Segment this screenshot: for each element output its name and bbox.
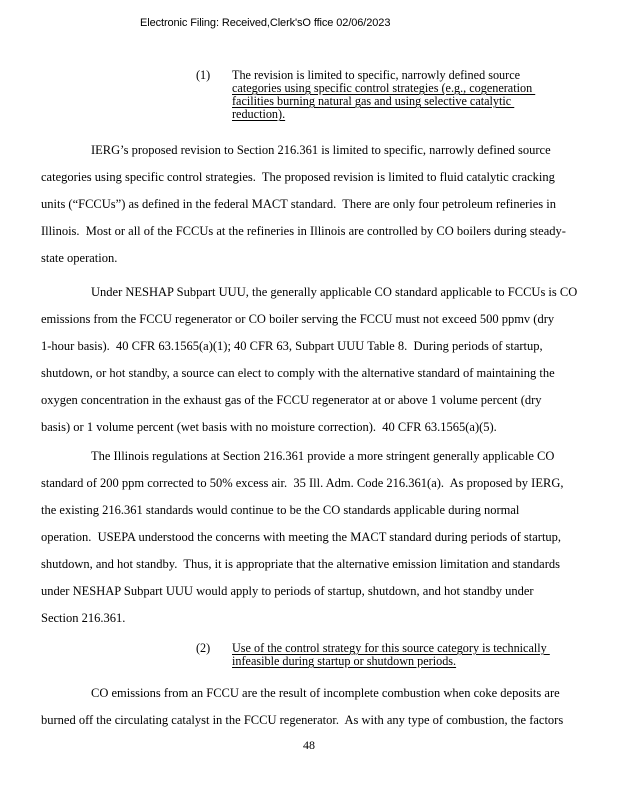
text-line: Section 216.361.	[41, 611, 126, 625]
page-number: 48	[303, 738, 315, 752]
text-line: Under NESHAP Subpart UUU, the generally applicable CO standard applicable to FCCUs is CO	[91, 285, 578, 299]
text-line: standard of 200 ppm corrected to 50% excess air. 35 Ill. Adm. Code 216.361(a). As proposed by IERG,	[41, 476, 564, 490]
heading-lines	[232, 69, 618, 121]
item-number: (1)	[196, 68, 211, 82]
paragraph	[0, 443, 618, 632]
numbered-heading	[196, 69, 618, 121]
heading-line: categories using specific control strategies (e.g., cogeneration	[232, 81, 536, 95]
item-number: (2)	[196, 641, 211, 655]
numbered-heading	[196, 642, 618, 668]
text-line: Illinois. Most or all of the FCCUs at the refineries in Illinois are controlled by CO boilers during steady-	[41, 224, 566, 238]
text-line: shutdown, and hot standby. Thus, it is appropriate that the alternative emission limitation and standards	[41, 557, 561, 571]
text-line: burned off the circulating catalyst in the FCCU regenerator. As with any type of combustion, the factors	[41, 713, 564, 727]
paragraph	[0, 137, 618, 272]
heading-line: facilities burning natural gas and using selective catalytic	[232, 94, 515, 108]
text-line: IERG’s proposed revision to Section 216.361 is limited to specific, narrowly defined source	[91, 143, 551, 157]
filing-header: Electronic Filing: Received,Clerk'sO ffice 02/06/2023	[140, 17, 391, 29]
text-line: state operation.	[41, 251, 118, 265]
heading-lines	[232, 642, 618, 668]
text-line: categories using specific control strategies. The proposed revision is limited to fluid catalytic cracking	[41, 170, 555, 184]
text-line: The Illinois regulations at Section 216.361 provide a more stringent generally applicable CO	[91, 449, 555, 463]
heading-line: reduction).	[232, 107, 286, 121]
heading-line: The revision is limited to specific, narrowly defined source	[232, 68, 521, 82]
text-line: 1-hour basis). 40 CFR 63.1565(a)(1); 40 CFR 63, Subpart UUU Table 8. During periods of startup,	[41, 339, 543, 353]
text-line: the existing 216.361 standards would continue to be the CO standards applicable during normal	[41, 503, 520, 517]
heading-line: infeasible during startup or shutdown periods.	[232, 654, 457, 668]
text-line: under NESHAP Subpart UUU would apply to periods of startup, shutdown, and hot standby under	[41, 584, 534, 598]
heading-line: Use of the control strategy for this source category is technically	[232, 641, 550, 655]
document-body	[0, 69, 618, 734]
text-line: CO emissions from an FCCU are the result of incomplete combustion when coke deposits are	[91, 686, 560, 700]
text-line: basis) or 1 volume percent (wet basis with no moisture correction). 40 CFR 63.1565(a)(5).	[41, 420, 497, 434]
text-line: oxygen concentration in the exhaust gas of the FCCU regenerator at or above 1 volume percent (dry	[41, 393, 542, 407]
paragraph	[0, 279, 618, 441]
text-line: emissions from the FCCU regenerator or CO boiler serving the FCCU must not exceed 500 ppmv (dry	[41, 312, 555, 326]
paragraph	[0, 680, 618, 734]
text-line: units (“FCCUs”) as defined in the federal MACT standard. There are only four petroleum refineries in	[41, 197, 557, 211]
text-line: operation. USEPA understood the concerns with meeting the MACT standard during periods of startup,	[41, 530, 562, 544]
text-line: shutdown, or hot standby, a source can elect to comply with the alternative standard of maintaining the	[41, 366, 555, 380]
